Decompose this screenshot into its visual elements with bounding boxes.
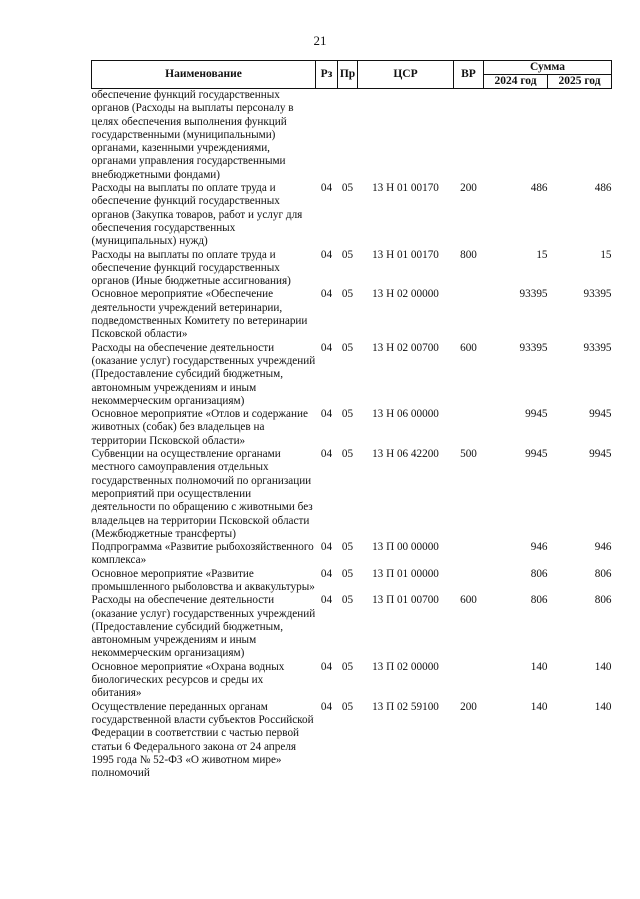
table-row xyxy=(92,568,612,595)
row-pr: 05 xyxy=(341,448,354,461)
row-name: обеспечение функций государственных органов (Расходы на выплаты персоналу в целях обеспечения выполнения функций государственными (муниципальными) органами, казенными учреждениями, органами управления государственными внебюджетными фондами) xyxy=(91,89,294,181)
row-sum-2024: 946 xyxy=(530,541,548,554)
header-pr: Пр xyxy=(338,61,358,89)
header-vr: ВР xyxy=(454,61,484,89)
row-sum-2024: 140 xyxy=(530,700,548,713)
row-vr xyxy=(454,408,484,448)
row-sum-2025: 140 xyxy=(594,700,612,713)
table-row xyxy=(92,342,612,408)
header-year-2025: 2025 год xyxy=(548,75,612,89)
table-row xyxy=(92,182,612,248)
table-row xyxy=(92,249,612,289)
row-csr: 13 П 02 59100 xyxy=(372,700,439,713)
row-pr: 05 xyxy=(341,660,354,673)
row-name: Расходы на выплаты по оплате труда и обеспечение функций государственных органов (Иные бюджетные ассигнования) xyxy=(91,248,291,288)
header-year-2024: 2024 год xyxy=(484,75,548,89)
row-csr: 13 П 00 00000 xyxy=(372,541,439,554)
row-rz: 04 xyxy=(320,660,333,673)
row-vr xyxy=(454,288,484,341)
row-name: Расходы на обеспечение деятельности (оказание услуг) государственных учреждений (Предоставление субсидий бюджетным, автономным учреждениям и иным некоммерческим организациям) xyxy=(91,341,316,407)
row-sum-2025 xyxy=(548,89,612,183)
row-sum-2025: 806 xyxy=(594,567,612,580)
table-body xyxy=(92,89,612,781)
row-sum-2024: 486 xyxy=(530,182,548,195)
table-row xyxy=(92,701,612,781)
row-pr: 05 xyxy=(341,700,354,713)
row-csr: 13 Н 01 00170 xyxy=(372,248,439,261)
row-vr xyxy=(454,541,484,568)
row-pr xyxy=(338,89,358,183)
header-rz: Рз xyxy=(316,61,338,89)
row-vr: 200 xyxy=(460,182,477,195)
row-csr: 13 Н 02 00700 xyxy=(372,341,439,354)
row-csr: 13 П 01 00000 xyxy=(372,567,439,580)
row-sum-2024: 806 xyxy=(530,594,548,607)
row-pr: 05 xyxy=(341,567,354,580)
row-sum-2024: 140 xyxy=(530,660,548,673)
row-sum-2025: 486 xyxy=(594,182,612,195)
row-rz: 04 xyxy=(320,594,333,607)
table-row xyxy=(92,448,612,541)
row-name: Основное мероприятие «Охрана водных биологических ресурсов и среды их обитания» xyxy=(91,660,285,700)
row-sum-2025: 806 xyxy=(594,594,612,607)
row-pr: 05 xyxy=(341,182,354,195)
row-pr: 05 xyxy=(341,408,354,421)
row-vr xyxy=(454,661,484,701)
row-csr: 13 П 01 00700 xyxy=(372,594,439,607)
row-vr: 600 xyxy=(460,594,477,607)
row-pr: 05 xyxy=(341,594,354,607)
row-rz: 04 xyxy=(320,341,333,354)
row-pr: 05 xyxy=(341,248,354,261)
row-rz: 04 xyxy=(320,248,333,261)
row-rz xyxy=(316,89,338,183)
row-sum-2024: 93395 xyxy=(519,341,548,354)
row-name: Основное мероприятие «Обеспечение деятельности учреждений ветеринарии, подведомственных Комитету по ветеринарии Псковской области» xyxy=(91,288,308,341)
row-sum-2024: 15 xyxy=(536,248,548,261)
row-pr: 05 xyxy=(341,541,354,554)
row-sum-2025: 140 xyxy=(594,660,612,673)
row-sum-2025: 93395 xyxy=(583,288,612,301)
row-rz: 04 xyxy=(320,408,333,421)
row-rz: 04 xyxy=(320,182,333,195)
table-row xyxy=(92,288,612,341)
table-row xyxy=(92,594,612,660)
row-name: Осуществление переданных органам государственной власти субъектов Российской Федерации в соответствии с частью первой статьи 6 Федерального закона от 24 апреля 1995 года № 52-ФЗ «О животном мире» полномочий xyxy=(91,700,314,780)
row-csr: 13 П 02 00000 xyxy=(372,660,439,673)
row-name: Подпрограмма «Развитие рыбохозяйственного комплекса» xyxy=(91,541,314,567)
row-vr: 500 xyxy=(460,448,477,461)
header-name: Наименование xyxy=(92,61,316,89)
row-name: Основное мероприятие «Развитие промышленного рыболовства и аквакультуры» xyxy=(91,567,315,593)
row-vr: 200 xyxy=(460,700,477,713)
row-sum-2025: 15 xyxy=(600,248,612,261)
table-row xyxy=(92,541,612,568)
row-sum-2025: 946 xyxy=(594,541,612,554)
page-number: 21 xyxy=(313,33,327,48)
row-csr: 13 Н 06 00000 xyxy=(372,408,439,421)
budget-table xyxy=(91,60,612,780)
row-sum-2024 xyxy=(484,89,548,183)
row-vr: 800 xyxy=(460,248,477,261)
row-rz: 04 xyxy=(320,567,333,580)
row-sum-2024: 9945 xyxy=(525,408,548,421)
row-name: Расходы на выплаты по оплате труда и обеспечение функций государственных органов (Закупка товаров, работ и услуг для обеспечения государственных (муниципальных) нужд) xyxy=(91,182,303,248)
row-vr xyxy=(454,89,484,183)
row-name: Расходы на обеспечение деятельности (оказание услуг) государственных учреждений (Предоставление субсидий бюджетным, автономным учреждениям и иным некоммерческим организациям) xyxy=(91,594,316,660)
row-csr xyxy=(358,89,454,183)
header-csr: ЦСР xyxy=(358,61,454,89)
row-vr xyxy=(454,568,484,595)
row-sum-2025: 9945 xyxy=(589,408,612,421)
row-pr: 05 xyxy=(341,288,354,301)
row-csr: 13 Н 02 00000 xyxy=(372,288,439,301)
row-rz: 04 xyxy=(320,288,333,301)
row-name: Основное мероприятие «Отлов и содержание животных (собак) без владельцев на территории Псковской области» xyxy=(91,408,308,447)
row-sum-2024: 806 xyxy=(530,567,548,580)
row-rz: 04 xyxy=(320,448,333,461)
table-row xyxy=(92,408,612,448)
row-rz: 04 xyxy=(320,541,333,554)
row-name: Субвенции на осуществление органами местного самоуправления отдельных государственных полномочий по организации мероприятий при осуществлении деятельности по обращению с животными без владельцев на территории Псковской области (Межбюджетные трансферты) xyxy=(91,448,313,540)
row-rz: 04 xyxy=(320,700,333,713)
row-sum-2025: 9945 xyxy=(589,448,612,461)
table-row xyxy=(92,661,612,701)
row-csr: 13 Н 06 42200 xyxy=(372,448,439,461)
header-sum: Сумма xyxy=(484,61,612,75)
table-row xyxy=(92,89,612,183)
row-sum-2025: 93395 xyxy=(583,341,612,354)
row-sum-2024: 93395 xyxy=(519,288,548,301)
row-csr: 13 Н 01 00170 xyxy=(372,182,439,195)
row-sum-2024: 9945 xyxy=(525,448,548,461)
row-vr: 600 xyxy=(460,341,477,354)
row-pr: 05 xyxy=(341,341,354,354)
table-header xyxy=(92,61,612,89)
